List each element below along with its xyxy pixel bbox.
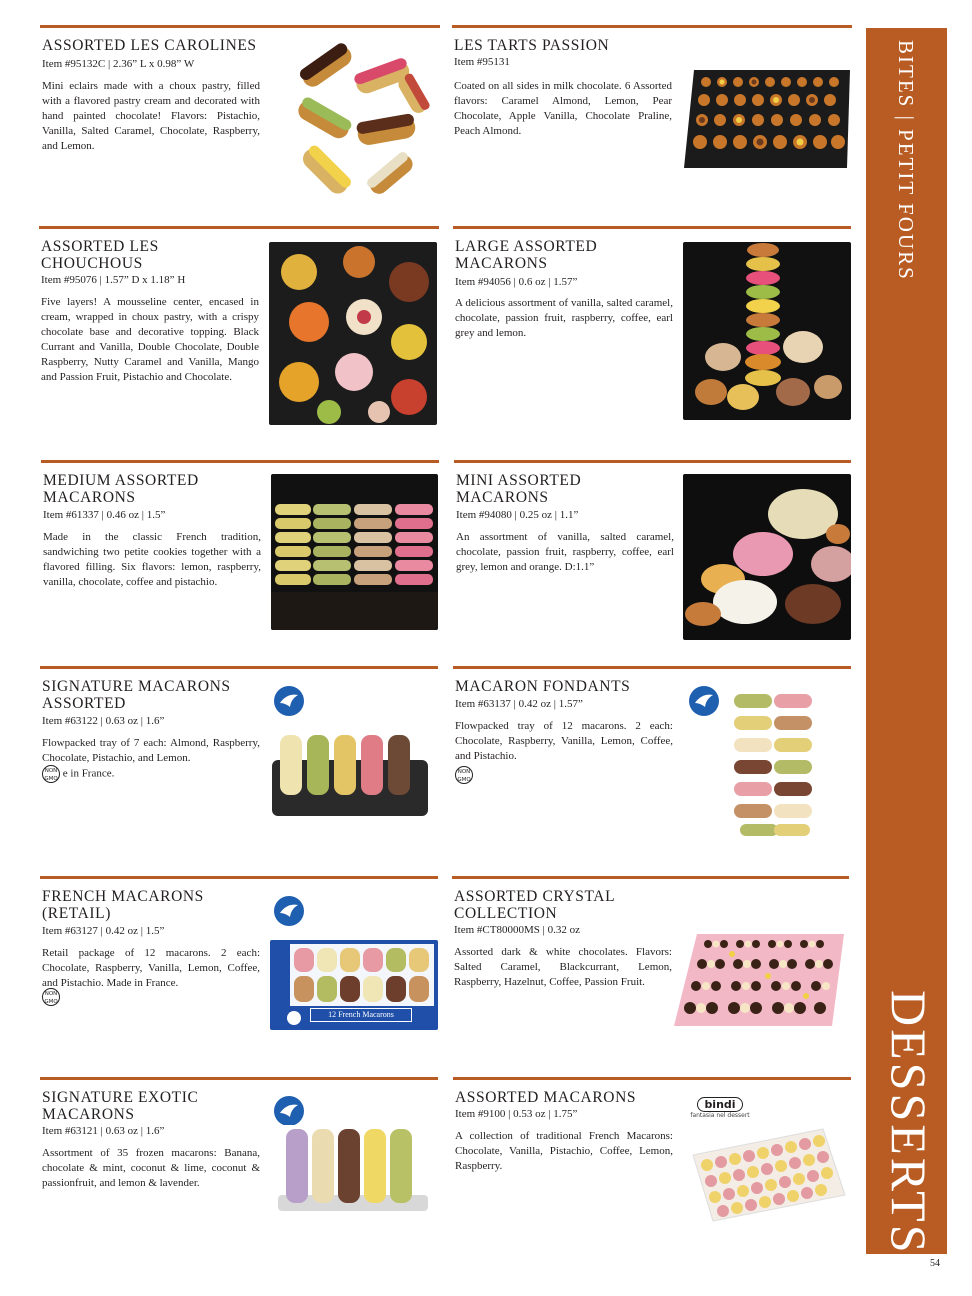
- product-item-number: Item #95076 | 1.57” D x 1.18” H: [41, 274, 186, 286]
- product-title: ASSORTED LES CAROLINES: [42, 37, 257, 54]
- large-macarons-photo: [683, 242, 851, 420]
- bird-logo-icon: [273, 685, 305, 717]
- product-title: MACARON FONDANTS: [455, 678, 631, 695]
- non-gmo-badge-icon: NON GMO: [455, 766, 473, 784]
- non-gmo-badge-icon: NON GMO: [42, 988, 60, 1006]
- product-item-number: Item #95131: [454, 56, 510, 68]
- retail-box-label: 12 French Macarons: [310, 1008, 412, 1022]
- fondants-photo: [730, 690, 815, 840]
- product-description: An assortment of vanilla, salted caramel, chocolate, passion fruit, raspberry, coffee, earl grey, lemon and orange. D:1.1”: [456, 531, 674, 573]
- product-item-number: Item #63127 | 0.42 oz | 1.5”: [42, 925, 165, 937]
- section-rule: [453, 1077, 851, 1080]
- product-title: LARGE ASSORTED MACARONS: [455, 238, 598, 272]
- bindi-logo: [680, 1093, 760, 1119]
- product-description: A delicious assortment of vanilla, salted caramel, chocolate, passion fruit, raspberry, coffee, earl grey and lemon.: [455, 297, 673, 339]
- category-label: BITES | PETIT FOURS: [894, 40, 918, 281]
- product-description: Assortment of 35 frozen macarons: Banana, chocolate & mint, coconut & lime, coconut & passionfruit, and lemon & lavender.: [42, 1147, 260, 1189]
- section-rule: [40, 1077, 438, 1080]
- mini-macarons-photo: [683, 474, 851, 640]
- product-title: ASSORTED LES CHOUCHOUS: [41, 238, 159, 272]
- product-item-number: Item #9100 | 0.53 oz | 1.75”: [455, 1108, 578, 1120]
- product-item-number: Item #94080 | 0.25 oz | 1.1”: [456, 509, 579, 521]
- product-description: A collection of traditional French Macarons: Chocolate, Vanilla, Pistachio, Coffee, Lemon, Raspberry.: [455, 1130, 673, 1172]
- product-description: Coated on all sides in milk chocolate. 6 Assorted flavors: Caramel Almond, Lemon, Pear Chocolate, Apple Vanilla, Chocolate Praline, Peach Almond.: [454, 80, 672, 137]
- product-item-number: Item #CT80000MS | 0.32 oz: [454, 924, 580, 936]
- section-rule: [453, 666, 851, 669]
- product-title: SIGNATURE EXOTIC MACARONS: [42, 1089, 199, 1123]
- section-rule: [453, 226, 851, 229]
- product-item-number: Item #63137 | 0.42 oz | 1.57”: [455, 698, 583, 710]
- product-item-number: Item #61337 | 0.46 oz | 1.5”: [43, 509, 166, 521]
- product-description: Mini eclairs made with a choux pastry, filled with a flavored pastry cream and decorated with hand painted chocolate! Flavors: Pistachio, Vanilla, Salted Caramel, Chocolate, Raspberry, and Lemon.: [42, 80, 260, 152]
- tarts-photo: [682, 68, 852, 172]
- origin-text: e in France.: [62, 767, 115, 780]
- section-rule: [452, 876, 849, 879]
- section-label: DESSERTS: [881, 990, 937, 1256]
- section-rule: [39, 226, 439, 229]
- section-rule: [452, 25, 852, 28]
- bird-logo-icon: [273, 1095, 305, 1127]
- product-title: MEDIUM ASSORTED MACARONS: [43, 472, 199, 506]
- product-description: Retail package of 12 macarons. 2 each: Chocolate, Raspberry, Vanilla, Lemon, Coffee, and Pistachio. Made in France.: [42, 947, 260, 989]
- product-item-number: Item #63122 | 0.63 oz | 1.6”: [42, 715, 165, 727]
- product-title: LES TARTS PASSION: [454, 37, 610, 54]
- bindi-tagline: fantasia nel dessert: [690, 1112, 750, 1119]
- product-origin: [42, 765, 260, 783]
- product-badges: [455, 766, 673, 784]
- section-rule: [41, 460, 439, 463]
- eclairs-photo: [285, 38, 435, 194]
- bird-logo-icon: [688, 685, 720, 717]
- chouchous-photo: [269, 242, 437, 425]
- assorted-macarons-photo: [683, 1125, 848, 1225]
- product-title: ASSORTED CRYSTAL COLLECTION: [454, 888, 615, 922]
- bird-logo-icon: [273, 895, 305, 927]
- section-rule: [40, 25, 440, 28]
- section-rule: [454, 460, 851, 463]
- product-description: Made in the classic French tradition, sandwiching two petite cookies together with a flavored filling. Six flavors: lemon, raspberry, vanilla, chocolate, coffee and pistachio.: [43, 531, 261, 588]
- section-rule: [40, 666, 438, 669]
- product-title: FRENCH MACARONS (RETAIL): [42, 888, 204, 922]
- product-item-number: Item #94056 | 0.6 oz | 1.57”: [455, 276, 578, 288]
- product-description: Five layers! A mousseline center, encased in cream, wrapped in choux pastry, with a crispy chocolate base and decorative topping. Black Currant and Vanilla, Double Chocolate, Double Raspberry, Nutty Caramel and Vanilla, Mango and Passion Fruit, Pistachio and Chocolate.: [41, 296, 259, 383]
- product-item-number: Item #63121 | 0.63 oz | 1.6”: [42, 1125, 165, 1137]
- product-title: ASSORTED MACARONS: [455, 1089, 637, 1106]
- medium-macarons-photo: [271, 474, 438, 630]
- product-description: Assorted dark & white chocolates. Flavors: Salted Caramel, Blackcurrant, Lemon, Raspberry, Hazelnut, Coffee, Passion Fruit.: [454, 946, 672, 988]
- product-description: Flowpacked tray of 12 macarons. 2 each: Chocolate, Raspberry, Vanilla, Lemon, Coffee, and Pistachio.: [455, 720, 673, 762]
- signature-tray-photo: [270, 730, 430, 818]
- product-title: MINI ASSORTED MACARONS: [456, 472, 582, 506]
- bindi-brand: bindi: [697, 1097, 742, 1112]
- product-badges: [42, 988, 260, 1006]
- page-number: 54: [930, 1258, 940, 1269]
- product-description: Flowpacked tray of 7 each: Almond, Raspberry, Chocolate, Pistachio, and Lemon.: [42, 737, 260, 764]
- product-title: SIGNATURE MACARONS ASSORTED: [42, 678, 231, 712]
- retail-box-photo: [270, 940, 438, 1030]
- section-rule: [40, 876, 438, 879]
- product-item-number: Item #95132C | 2.36” L x 0.98” W: [42, 58, 195, 70]
- crystal-collection-photo: [672, 930, 847, 1028]
- non-gmo-badge-icon: NON GMO: [42, 765, 60, 783]
- exotic-tray-photo: [272, 1125, 437, 1215]
